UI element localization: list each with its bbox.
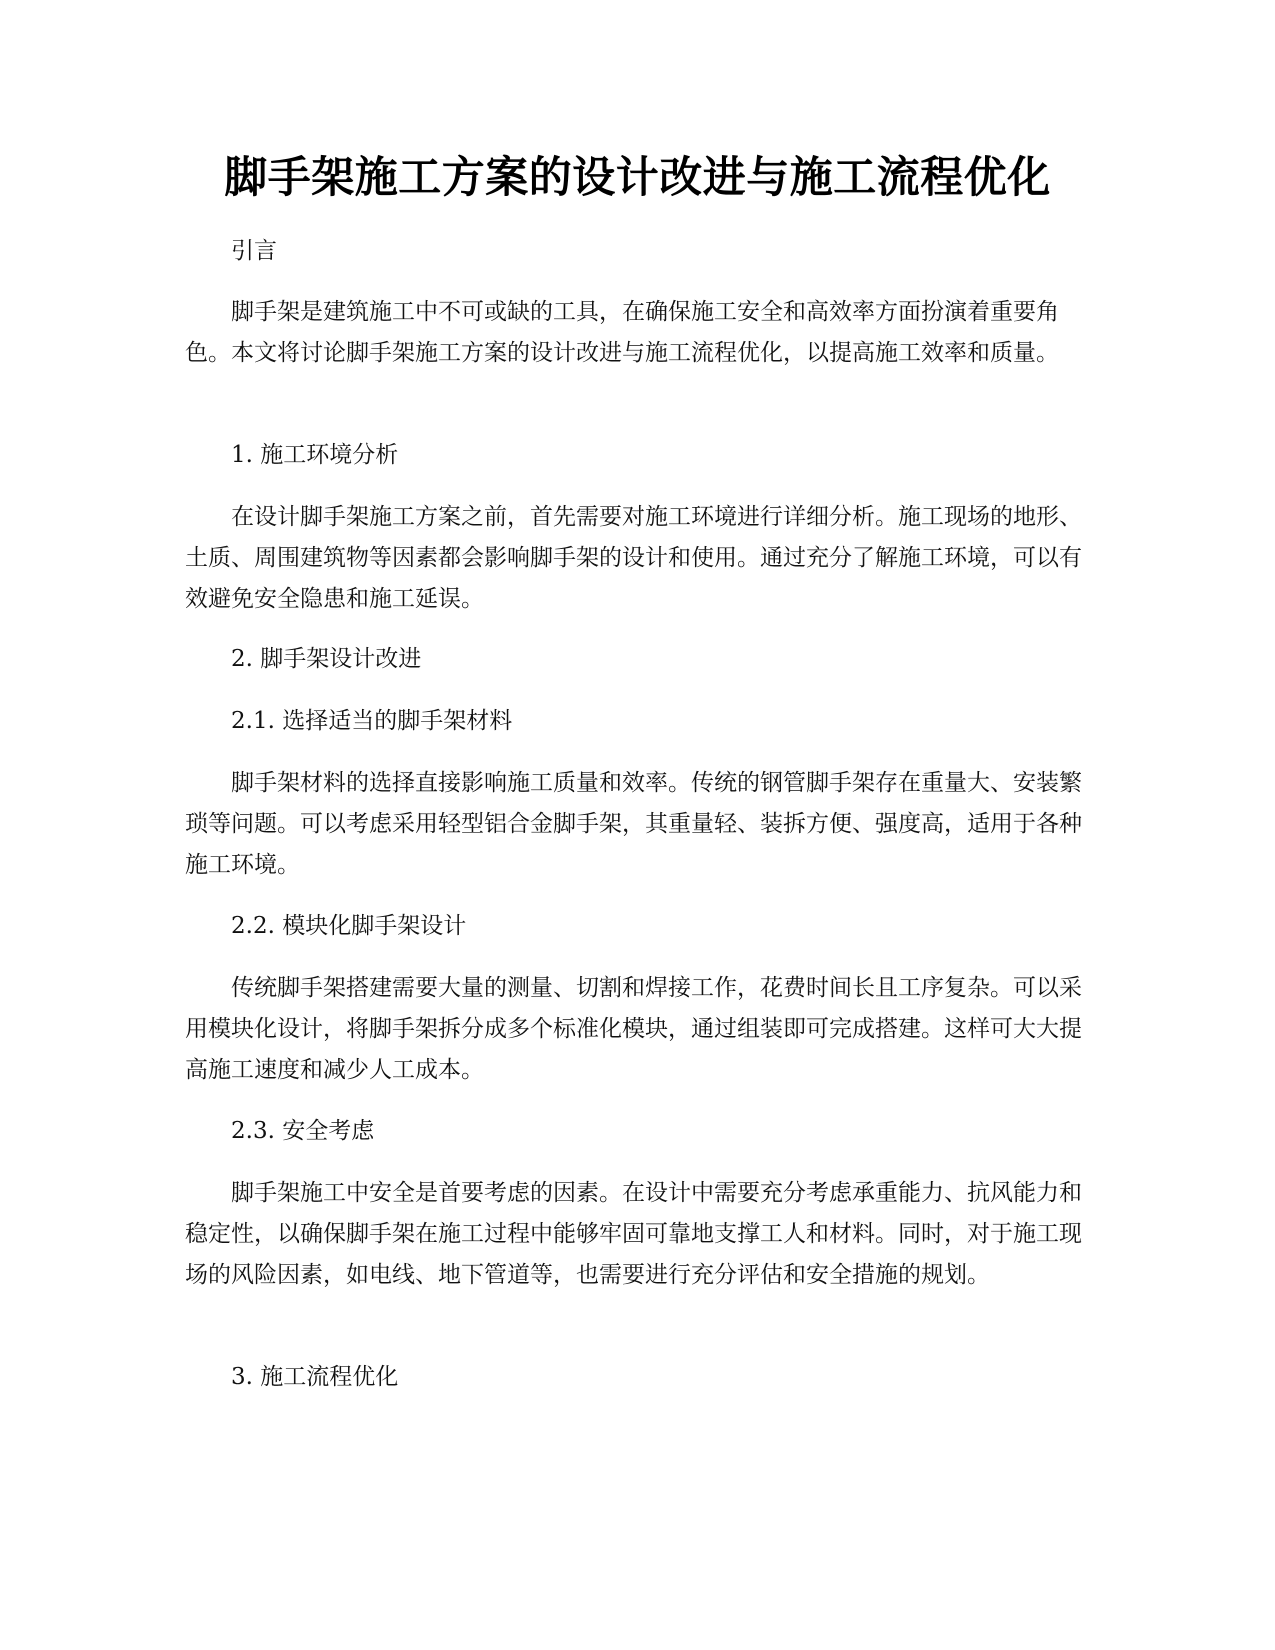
section-heading-2-3: 2.3. 安全考虑 — [231, 1118, 375, 1144]
paragraph-environment: 在设计脚手架施工方案之前，首先需要对施工环境进行详细分析。施工现场的地形、土质、周围建筑物等因素都会影响脚手架的设计和使用。通过充分了解施工环境，可以有效避免安全隐患和施工延误。 — [185, 504, 1082, 612]
section-heading-3: 3. 施工流程优化 — [231, 1364, 399, 1390]
page-title: 脚手架施工方案的设计改进与施工流程优化 — [224, 153, 1051, 203]
paragraph-intro: 脚手架是建筑施工中不可或缺的工具，在确保施工安全和高效率方面扮演着重要角色。本文将讨论脚手架施工方案的设计改进与施工流程优化，以提高施工效率和质量。 — [185, 299, 1059, 366]
paragraph-safety: 脚手架施工中安全是首要考虑的因素。在设计中需要充分考虑承重能力、抗风能力和稳定性，以确保脚手架在施工过程中能够牢固可靠地支撑工人和材料。同时，对于施工现场的风险因素，如电线、地下管道等，也需要进行充分评估和安全措施的规划。 — [185, 1180, 1082, 1288]
section-heading-2-2: 2.2. 模块化脚手架设计 — [231, 913, 467, 939]
paragraph-modular: 传统脚手架搭建需要大量的测量、切割和焊接工作，花费时间长且工序复杂。可以采用模块化设计，将脚手架拆分成多个标准化模块，通过组装即可完成搭建。这样可大大提高施工速度和减少人工成本。 — [185, 975, 1082, 1083]
section-heading-2-1: 2.1. 选择适当的脚手架材料 — [231, 708, 513, 734]
paragraph-materials: 脚手架材料的选择直接影响施工质量和效率。传统的钢管脚手架存在重量大、安装繁琐等问题。可以考虑采用轻型铝合金脚手架，其重量轻、装拆方便、强度高，适用于各种施工环境。 — [185, 770, 1082, 878]
section-heading-2: 2. 脚手架设计改进 — [231, 646, 422, 672]
section-heading-intro: 引言 — [231, 238, 277, 264]
section-heading-1: 1. 施工环境分析 — [231, 442, 399, 468]
